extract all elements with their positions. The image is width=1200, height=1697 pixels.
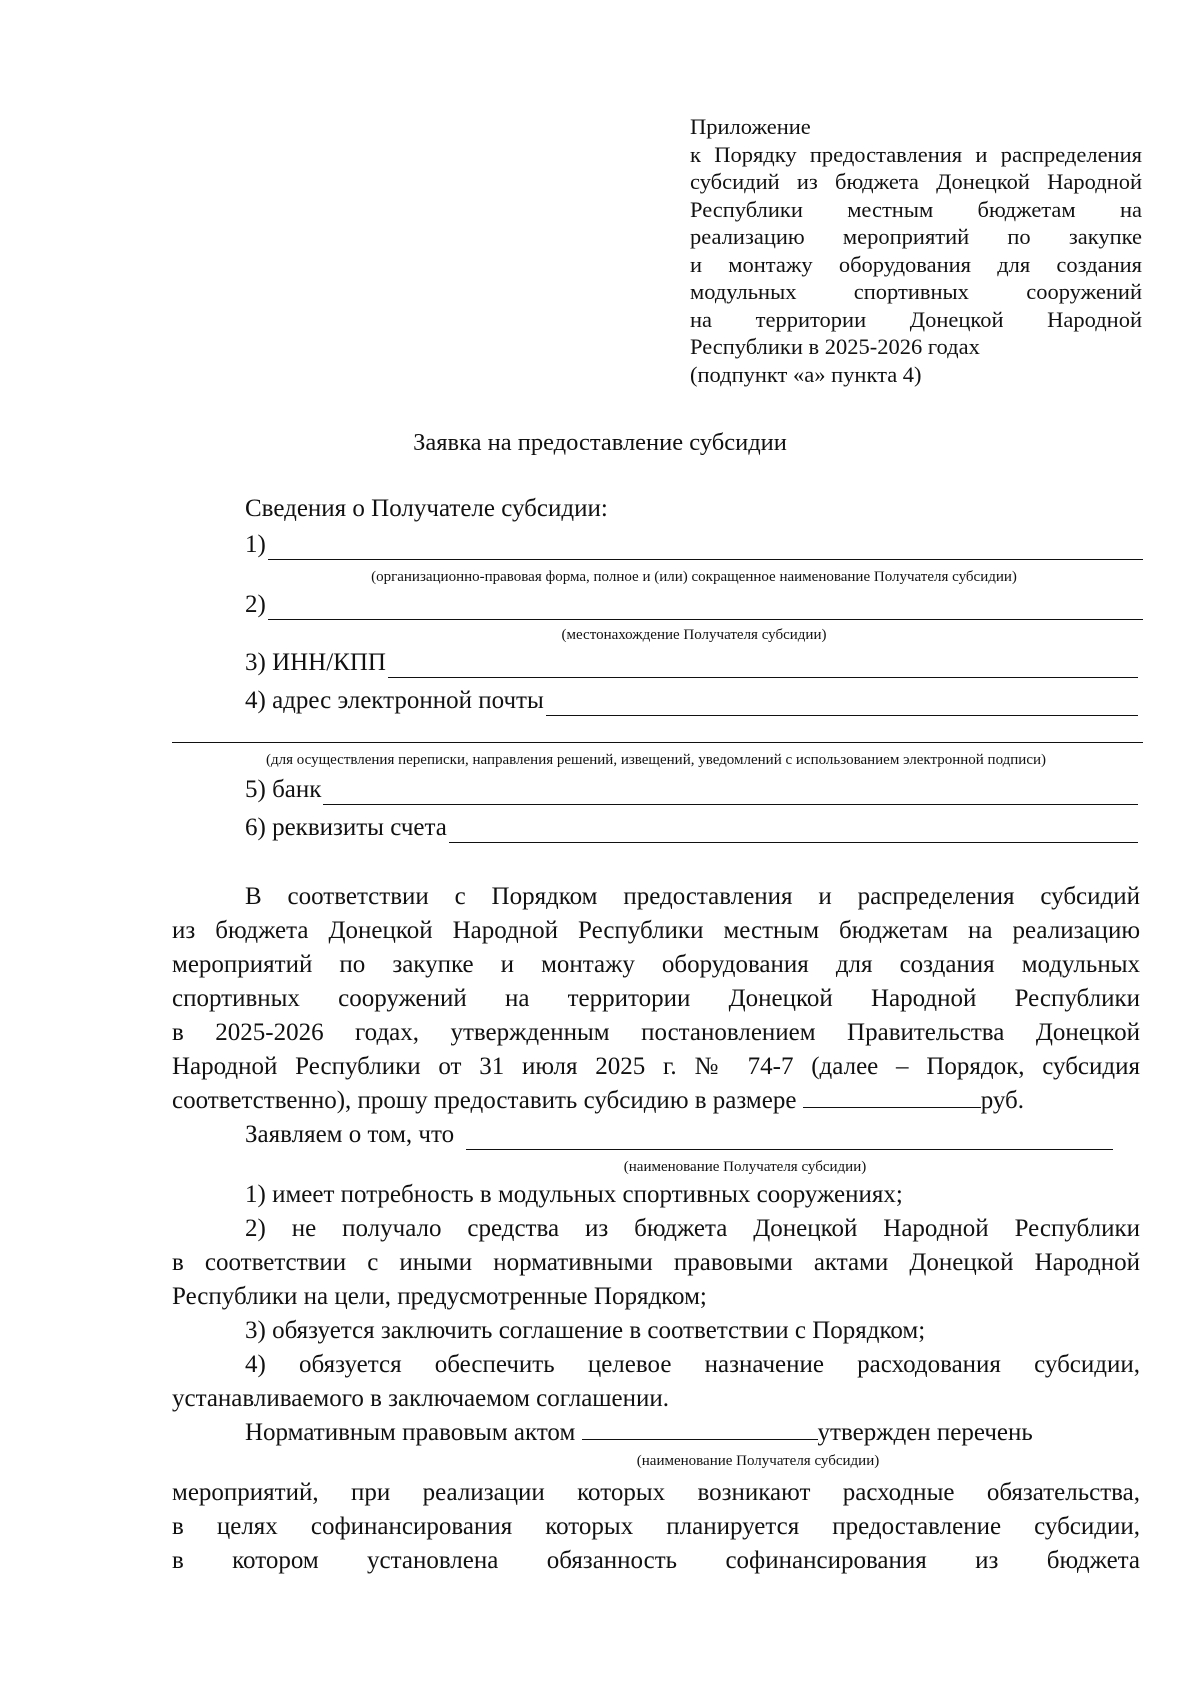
paragraph-line: В соответствии с Порядком предоставления и распределения субсидий: [245, 883, 1140, 910]
appendix-line: Республики местным бюджетам на: [690, 196, 1142, 222]
subsidy-amount-blank[interactable]: [803, 1085, 981, 1108]
recipient-location-field[interactable]: [245, 590, 1143, 620]
declaration-item: устанавливаемого в заключаемом соглашении.: [172, 1385, 670, 1412]
account-details-blank[interactable]: [449, 818, 1138, 843]
field-label: 2): [245, 591, 266, 618]
declaration-item: Республики на цели, предусмотренные Порядком;: [172, 1283, 707, 1310]
paragraph-line: спортивных сооружений на территории Донецкой Народной Республики: [172, 985, 1140, 1012]
recipient-info-heading: Сведения о Получателе субсидии:: [245, 495, 608, 522]
declaration-caption: (наименование Получателя субсидии): [623, 1159, 867, 1175]
field-label: 4) адрес электронной почты: [245, 687, 544, 714]
recipient-name-field[interactable]: [245, 530, 1143, 560]
email-field[interactable]: [245, 686, 1138, 716]
normative-act-after: утвержден перечень: [817, 1419, 1033, 1446]
appendix-line: субсидий из бюджета Донецкой Народной: [690, 169, 1142, 194]
appendix-line: модульных спортивных сооружений: [690, 279, 1142, 304]
recipient-name-blank[interactable]: [268, 535, 1143, 560]
email-continuation-blank[interactable]: [172, 742, 1143, 743]
declaration-items: [172, 1178, 1140, 1416]
paragraph-line: [172, 1084, 1140, 1118]
paragraph-line: Народной Республики от 31 июля 2025 г. № 74-7 (далее – Порядок, субсидия: [172, 1053, 1140, 1080]
bank-field[interactable]: [245, 775, 1138, 805]
declaration-item: 1) имеет потребность в модульных спортивных сооружениях;: [245, 1181, 903, 1208]
normative-act-blank[interactable]: [582, 1417, 818, 1440]
currency-label: руб.: [980, 1087, 1024, 1114]
recipient-location-blank[interactable]: [268, 595, 1143, 620]
normative-act-caption: (наименование Получателя субсидии): [636, 1453, 880, 1469]
inn-kpp-blank[interactable]: [388, 653, 1138, 678]
declaration-field[interactable]: [245, 1120, 1113, 1150]
account-details-field[interactable]: [245, 813, 1138, 843]
declaration-item: 3) обязуется заключить соглашение в соответствии с Порядком;: [245, 1317, 926, 1344]
recipient-name-caption: (организационно-правовая форма, полное и (или) сокращенное наименование Получателя субсидии): [371, 569, 1017, 585]
appendix-line: реализацию мероприятий по закупке: [690, 224, 1142, 249]
appendix-line: Приложение: [690, 114, 811, 139]
field-label: 6) реквизиты счета: [245, 814, 447, 841]
field-label: 1): [245, 531, 266, 558]
declaration-label: Заявляем о том, что: [245, 1121, 455, 1148]
request-paragraph: [172, 880, 1140, 1118]
email-blank[interactable]: [546, 691, 1138, 716]
paragraph-line: из бюджета Донецкой Народной Республики местным бюджетам на реализацию: [172, 917, 1140, 944]
subsidy-amount-label: соответственно), прошу предоставить субсидию в размере: [172, 1087, 797, 1114]
document-title: Заявка на предоставление субсидии: [413, 429, 787, 456]
appendix-line: и монтажу оборудования для создания: [690, 251, 1142, 277]
field-label: 3) ИНН/КПП: [245, 649, 386, 676]
paragraph-line: в котором установлена обязанность софинансирования из бюджета: [172, 1547, 1140, 1574]
normative-act-label: Нормативным правовым актом: [245, 1419, 576, 1446]
paragraph-line: мероприятий по закупке и монтажу оборудования для создания модульных: [172, 951, 1140, 978]
bank-blank[interactable]: [323, 780, 1138, 805]
appendix-line: на территории Донецкой Народной: [690, 306, 1142, 332]
appendix-line: (подпункт «а» пункта 4): [690, 361, 922, 387]
declaration-item: 4) обязуется обеспечить целевое назначение расходования субсидии,: [245, 1351, 1140, 1378]
appendix-line: к Порядку предоставления и распределения: [690, 141, 1142, 167]
appendix-reference: [690, 113, 1142, 388]
paragraph-line: [172, 1416, 1140, 1450]
paragraph-line: в 2025-2026 годах, утвержденным постановлением Правительства Донецкой: [172, 1019, 1140, 1046]
normative-act-line: [172, 1416, 1140, 1450]
declaration-recipient-blank[interactable]: [466, 1125, 1113, 1150]
field-label: 5) банк: [245, 776, 322, 803]
paragraph-line: в целях софинансирования которых планируется предоставление субсидии,: [172, 1513, 1140, 1540]
email-caption: (для осуществления переписки, направления решений, извещений, уведомлений с использованием электронной подписи): [265, 752, 1047, 768]
final-paragraph: [172, 1476, 1140, 1578]
declaration-item: 2) не получало средства из бюджета Донецкой Народной Республики: [245, 1215, 1140, 1242]
declaration-item: в соответствии с иными нормативными правовыми актами Донецкой Народной: [172, 1249, 1140, 1276]
recipient-location-caption: (местонахождение Получателя субсидии): [561, 627, 827, 643]
inn-kpp-field[interactable]: [245, 648, 1138, 678]
paragraph-line: мероприятий, при реализации которых возникают расходные обязательства,: [172, 1479, 1140, 1506]
appendix-line: Республики в 2025-2026 годах: [690, 334, 980, 359]
